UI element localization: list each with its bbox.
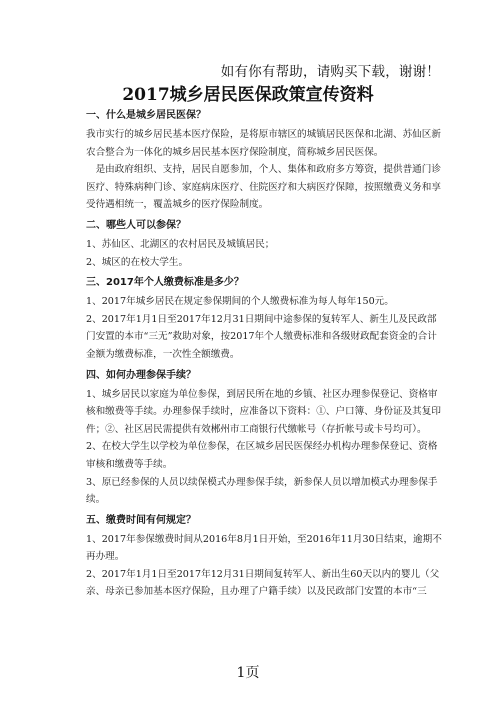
section-heading: 五、缴费时间有何规定？ [86, 514, 196, 526]
section-heading: 三、2017年个人缴费标准是多少？ [86, 277, 244, 289]
paragraph: 2、2017年1月1日至2017年12月31日期间复转军人、新出生60天以内的婴儿（父亲、母亲已参加基本医疗保险，且办理了户籍手续）以及民政部门安置的本市“三 [86, 568, 440, 598]
paragraph: 1、2017年参保缴费时间从2016年8月1日开始，至2016年11月30日结束，逾期不再办理。 [86, 533, 442, 563]
paragraph: 3、原已经参保的人员以续保模式办理参保手续，新参保人员以增加模式办理参保手续。 [86, 476, 438, 506]
section-heading: 一、什么是城乡居民医保？ [86, 110, 206, 121]
section-heading: 四、如何办理参保手续？ [86, 369, 196, 381]
paragraph: 我市实行的城乡居民基本医疗保险，是将原市辖区的城镇居民医保和北湖、苏仙区新农合整合为一体化的城乡居民基本医疗保险制度，简称城乡居民医保。 [86, 129, 441, 158]
section-heading: 二、哪些人可以参保？ [86, 219, 186, 231]
paragraph: 2、2017年1月1日至2017年12月31日期间中途参保的复转军人、新生儿及民政部门安置的本市“三无”救助对象，按2017年个人缴费标准和各级财政配套资金的合计金额为缴费标准，一次性全额缴费。 [86, 313, 437, 360]
paragraph: 1、城乡居民以家庭为单位参保，到居民所在地的乡镇、社区办理参保登记、资格审核和缴费等手续。办理参保手续时，应准备以下资料：①、户口簿、身份证及其复印件；②、社区居民需提供有效郴州市工商银行代缴帐号（存折帐号或卡号均可）。 [86, 388, 441, 435]
paragraph: 1、苏仙区、北湖区的农村居民及城镇居民； [86, 238, 275, 250]
document-body [86, 104, 442, 601]
page-number: 1页 [236, 665, 260, 681]
paragraph: 2、城区的在校大学生。 [86, 256, 189, 268]
paragraph: 1、2017年城乡居民在规定参保期间的个人缴费标准为每人每年150元。 [86, 296, 394, 308]
page-title: 2017城乡居民医保政策宣传资料 [122, 85, 374, 105]
paragraph: 是由政府组织、支持，居民自愿参加，个人、集体和政府多方筹资，提供普通门诊医疗、特殊病种门诊、家庭病床医疗、住院医疗和大病医疗保障，按照缴费义务和享受待遇相统一，覆盖城乡的医疗保险制度。 [86, 164, 441, 211]
download-watermark: 如有你有帮助，请购买下载，谢谢！ [220, 64, 440, 80]
paragraph: 2、在校大学生以学校为单位参保，在区城乡居民医保经办机构办理参保登记、资格审核和缴费等手续。 [86, 441, 438, 470]
